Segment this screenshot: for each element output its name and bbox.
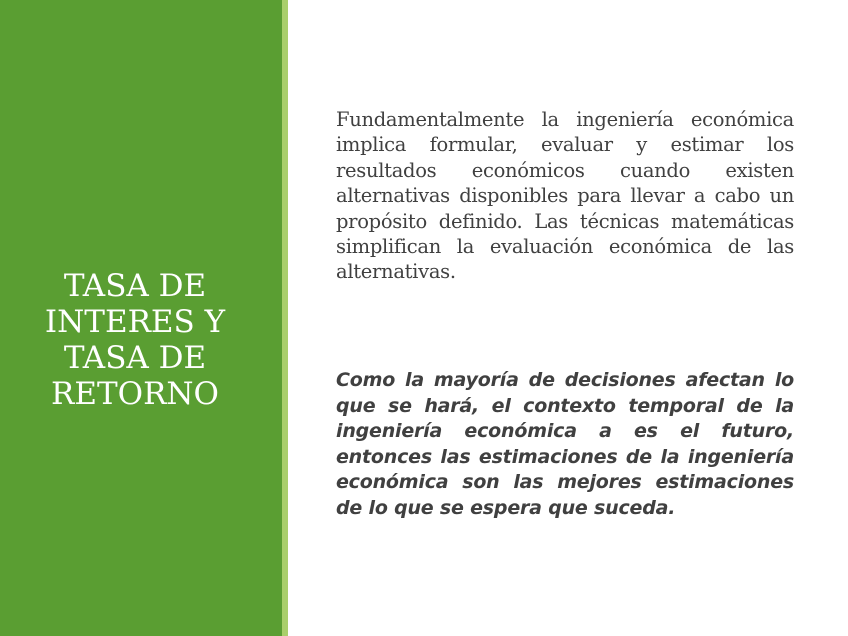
body-paragraph-1: Fundamentalmente la ingeniería económica implica formular, evaluar y estimar los resultados económicos cuando existen alternativas disponibles para llevar a cabo un propósito definido. Las técnicas matemáticas simplifican la evaluación económica de las alternativas. [336, 108, 794, 284]
title-panel [0, 0, 282, 636]
title-line-3: TASA DE [63, 340, 207, 376]
title-line-1: TASA DE [63, 268, 207, 304]
slide-title [0, 268, 270, 412]
accent-stripe [282, 0, 288, 636]
body-paragraph-2: Como la mayoría de decisiones afectan lo que se hará, el contexto temporal de la ingeniería económica a es el futuro, entonces las estimaciones de la ingeniería económica son las mejores estimaciones de lo que se espera que suceda. [336, 369, 794, 519]
title-line-4: RETORNO [51, 376, 219, 412]
title-line-2: INTERES Y [44, 304, 226, 340]
